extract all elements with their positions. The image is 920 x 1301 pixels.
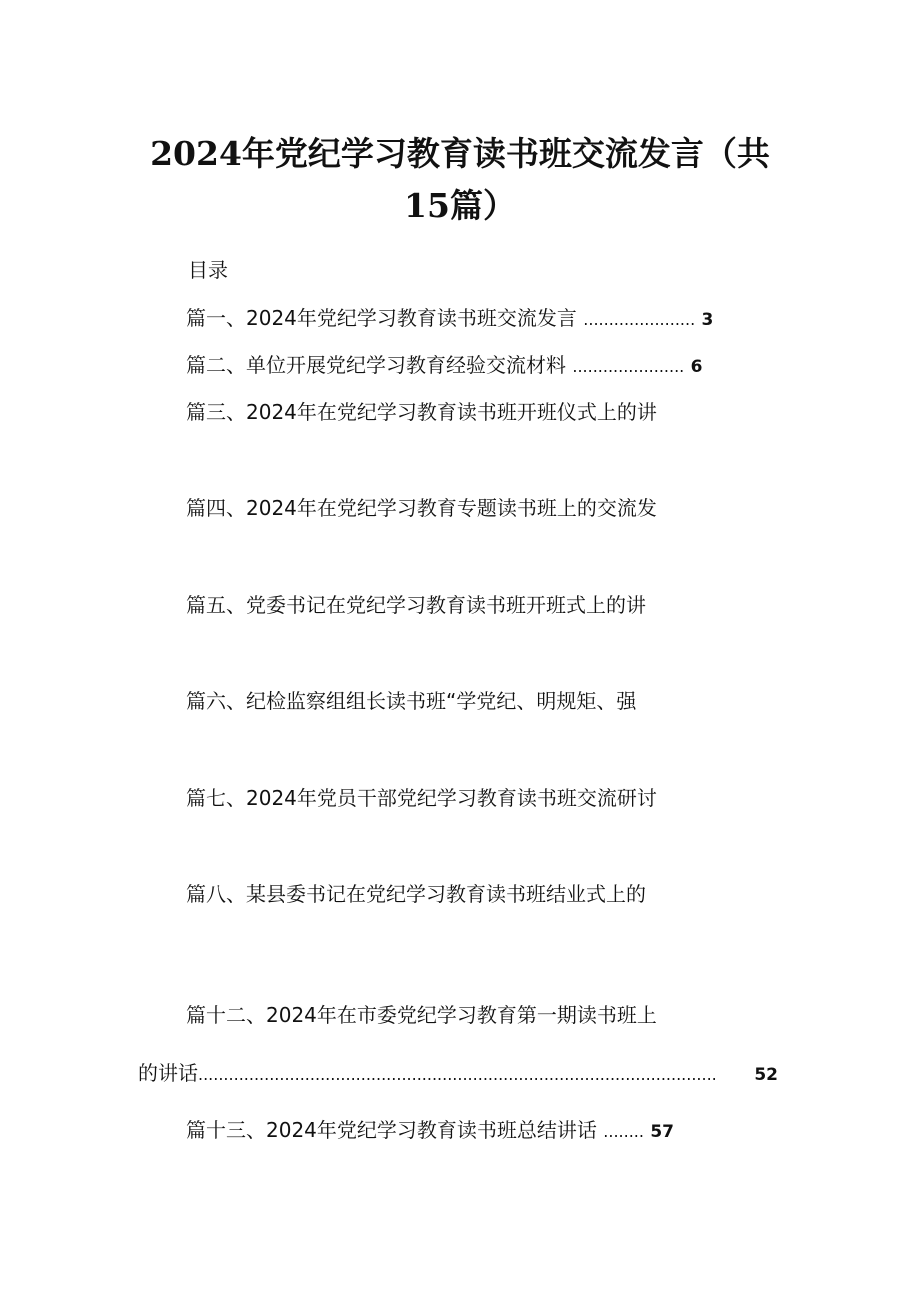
toc-page-number: 52 [754, 1065, 778, 1085]
document-title-line-1: 2024年党纪学习教育读书班交流发言（共 [150, 134, 770, 173]
toc-entry-7[interactable] [186, 783, 657, 813]
toc-leader-dots: ...................... [572, 357, 685, 376]
toc-entry-text: 篇六、纪检监察组组长读书班“学党纪、明规矩、强 [186, 689, 637, 713]
toc-entry-5[interactable] [186, 590, 646, 620]
toc-leader-dots: ........ [603, 1122, 644, 1141]
toc-heading: 目录 [188, 258, 228, 282]
toc-entry-6[interactable] [186, 686, 636, 716]
toc-entry-text: 篇十三、2024年党纪学习教育读书班总结讲话 [186, 1118, 597, 1142]
toc-entry-12[interactable] [186, 1000, 657, 1030]
toc-entry-2[interactable] [186, 350, 702, 382]
toc-entry-text: 篇一、2024年党纪学习教育读书班交流发言 [186, 306, 577, 330]
document-title-line-2: 15篇） [404, 186, 516, 225]
toc-entry-text: 篇七、2024年党员干部党纪学习教育读书班交流研讨 [186, 786, 657, 810]
toc-entry-1[interactable] [186, 303, 713, 335]
toc-entry-text: 的讲话 [138, 1061, 198, 1085]
toc-entry-text: 篇十二、2024年在市委党纪学习教育第一期读书班上 [186, 1003, 657, 1027]
toc-entry-text: 篇三、2024年在党纪学习教育读书班开班仪式上的讲 [186, 400, 657, 424]
toc-page-number: 6 [690, 357, 703, 377]
toc-entry-text: 篇四、2024年在党纪学习教育专题读书班上的交流发 [186, 496, 657, 520]
toc-entry-3[interactable] [186, 397, 657, 427]
toc-entry-text: 篇八、某县委书记在党纪学习教育读书班结业式上的 [186, 882, 646, 906]
toc-entry-12-continued[interactable] [138, 1058, 778, 1090]
toc-entry-text: 篇二、单位开展党纪学习教育经验交流材料 [186, 353, 566, 377]
toc-leader-dots: ...................................................................................................... [198, 1065, 717, 1084]
toc-entry-8[interactable] [186, 879, 646, 909]
toc-entry-text: 篇五、党委书记在党纪学习教育读书班开班式上的讲 [186, 593, 646, 617]
toc-page-number: 3 [701, 310, 714, 330]
toc-leader-dots: ...................... [583, 310, 696, 329]
toc-entry-4[interactable] [186, 493, 657, 523]
toc-page-number: 57 [650, 1122, 674, 1142]
toc-entry-13[interactable] [186, 1115, 674, 1147]
